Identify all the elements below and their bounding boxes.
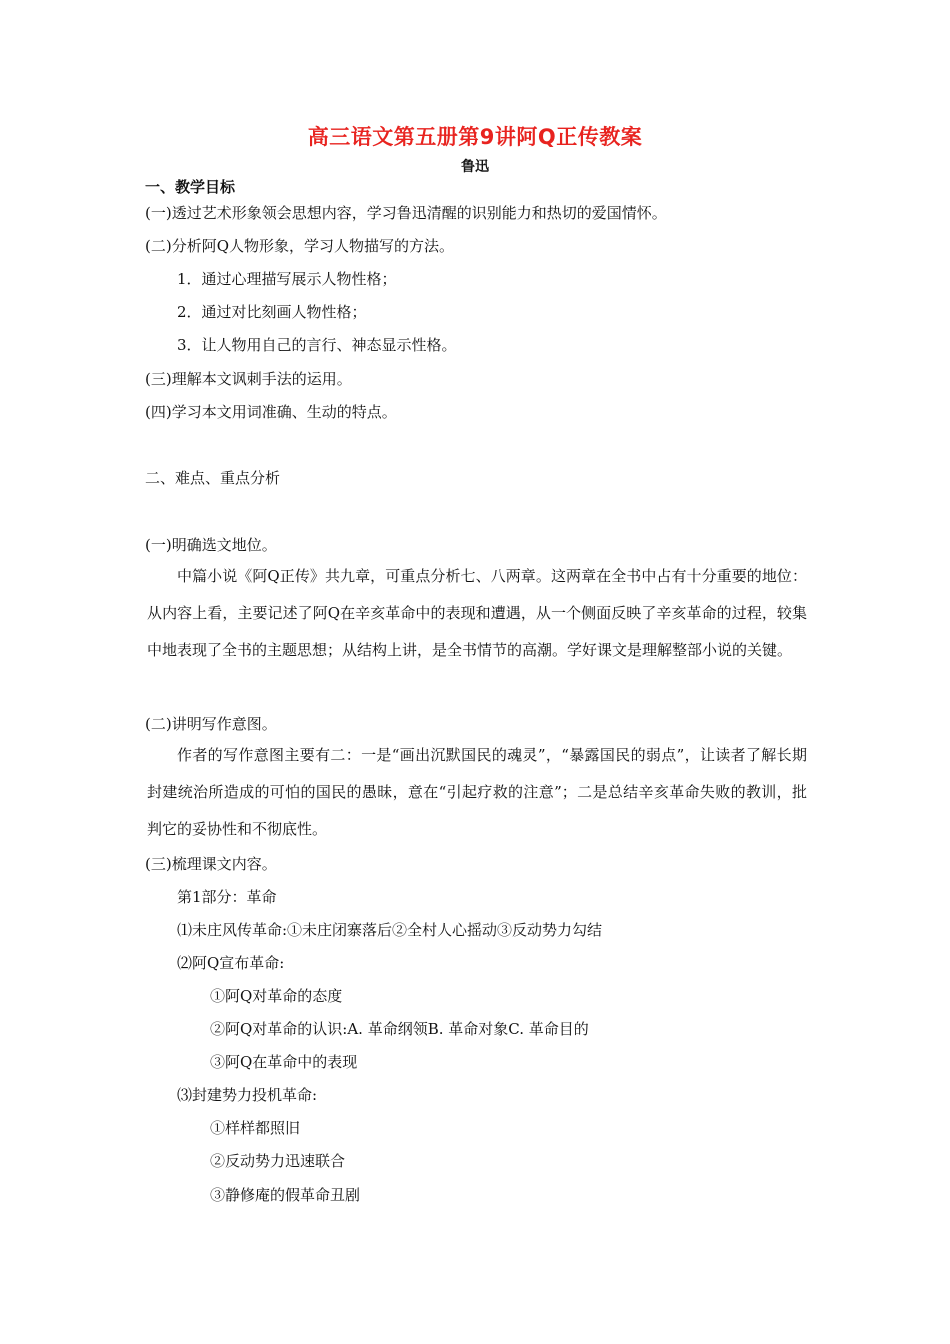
objective-item: (二)分析阿Q人物形象，学习人物描写的方法。	[145, 237, 455, 255]
document-author: 鲁迅	[461, 159, 489, 175]
outline-subitem: ②阿Q对革命的认识:A. 革命纲领B. 革命对象C. 革命目的	[210, 1020, 589, 1038]
outline-subitem: ③静修庵的假革命丑剧	[210, 1186, 361, 1204]
objective-item: (四)学习本文用词准确、生动的特点。	[145, 403, 397, 421]
paragraph-text-position: 中篇小说《阿Q正传》共九章，可重点分析七、八两章。这两章在全书中占有十分重要的地位：从内容上看，主要记述了阿Q在辛亥革命中的表现和遭遇，从一个侧面反映了辛亥革命的过程，较集中地表现了全书的主题思想；从结构上讲，是全书情节的高潮。学好课文是理解整部小说的关键。	[147, 567, 807, 659]
paragraph-writing-intent: 作者的写作意图主要有二：一是“画出沉默国民的魂灵”，“暴露国民的弱点”，让读者了解长期封建统治所造成的可怕的国民的愚昧，意在“引起疗救的注意”；二是总结辛亥革命失败的教训，批判它的妥协性和不彻底性。	[147, 746, 807, 838]
objective-subitem: 1．通过心理描写展示人物性格；	[177, 270, 397, 288]
outline-subitem: ③阿Q在革命中的表现	[210, 1053, 358, 1071]
outline-subitem: ②反动势力迅速联合	[210, 1152, 346, 1170]
outline-item: ⑴未庄风传革命:①未庄闭寨落后②全村人心摇动③反动势力勾结	[177, 921, 603, 939]
document-title: 高三语文第五册第9讲阿Q正传教案	[307, 125, 643, 149]
subsection-heading: (二)讲明写作意图。	[145, 715, 277, 733]
subsection-heading: (一)明确选文地位。	[145, 536, 277, 554]
outline-item: ⑶封建势力投机革命:	[177, 1086, 318, 1104]
objective-item: (一)透过艺术形象领会思想内容，学习鲁迅清醒的识别能力和热切的爱国情怀。	[145, 204, 667, 222]
outline-subitem: ①样样都照旧	[210, 1119, 301, 1137]
section-1-heading: 一、教学目标	[145, 178, 236, 196]
objective-item: (三)理解本文讽刺手法的运用。	[145, 370, 352, 388]
outline-subitem: ①阿Q对革命的态度	[210, 987, 343, 1005]
subsection-heading: (三)梳理课文内容。	[145, 855, 277, 873]
outline-item: ⑵阿Q宣布革命:	[177, 954, 285, 972]
outline-part: 第1部分：革命	[177, 888, 277, 906]
objective-subitem: 2．通过对比刻画人物性格；	[177, 303, 367, 321]
objective-subitem: 3．让人物用自己的言行、神态显示性格。	[177, 336, 457, 354]
section-2-heading: 二、难点、重点分析	[145, 469, 281, 487]
